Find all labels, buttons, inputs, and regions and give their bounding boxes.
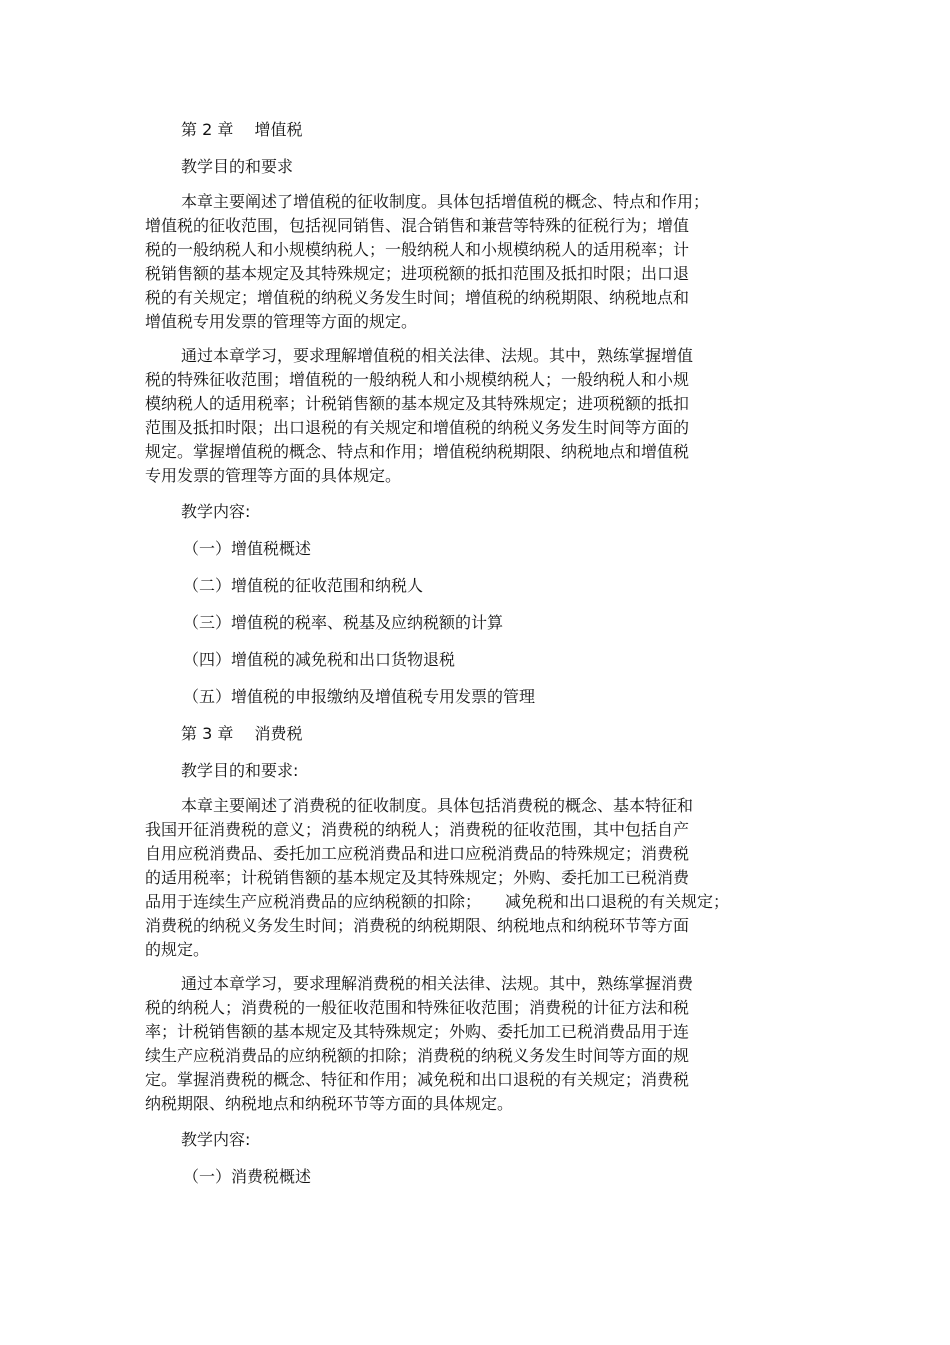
chapter-2-content-item: （二）增值税的征收范围和纳税人 [183,576,424,595]
paragraph-line: 税的一般纳税人和小规模纳税人；一般纳税人和小规模纳税人的适用税率；计 [145,240,690,259]
paragraph-line: 通过本章学习，要求理解消费税的相关法律、法规。其中，熟练掌握消费 [181,974,694,993]
chapter-3-content-label: 教学内容: [181,1130,251,1149]
chapter-2-heading: 第 2 章 增值税 [181,120,303,139]
chapter-2-content-item: （三）增值税的税率、税基及应纳税额的计算 [183,613,504,632]
chapter-3-paragraph-2 [145,972,785,1116]
paragraph-line: 自用应税消费品、委托加工应税消费品和进口应税消费品的特殊规定；消费税 [145,844,690,863]
paragraph-line: 税销售额的基本规定及其特殊规定；进项税额的抵扣范围及抵扣时限；出口退 [145,264,690,283]
paragraph-line: 品用于连续生产应税消费品的应纳税额的扣除； 减免税和出口退税的有关规定； [145,892,730,911]
paragraph-line: 税的特殊征收范围；增值税的一般纳税人和小规模纳税人；一般纳税人和小规 [145,370,690,389]
paragraph-line: 增值税专用发票的管理等方面的规定。 [145,312,418,331]
chapter-3-paragraph-1 [145,794,785,962]
paragraph-line: 税的纳税人；消费税的一般征收范围和特殊征收范围；消费税的计征方法和税 [145,998,690,1017]
document-page [145,116,785,1200]
paragraph-line: 的适用税率；计税销售额的基本规定及其特殊规定；外购、委托加工已税消费 [145,868,690,887]
paragraph-line: 我国开征消费税的意义；消费税的纳税人；消费税的征收范围，其中包括自产 [145,820,690,839]
chapter-2-content-item: （四）增值税的减免税和出口货物退税 [183,650,456,669]
paragraph-line: 消费税的纳税义务发生时间；消费税的纳税期限、纳税地点和纳税环节等方面 [145,916,690,935]
paragraph-line: 专用发票的管理等方面的具体规定。 [145,466,402,485]
paragraph-line: 率；计税销售额的基本规定及其特殊规定；外购、委托加工已税消费品用于连 [145,1022,690,1041]
paragraph-line: 本章主要阐述了增值税的征收制度。具体包括增值税的概念、特点和作用； [181,192,710,211]
paragraph-line: 增值税的征收范围，包括视同销售、混合销售和兼营等特殊的征税行为；增值 [145,216,690,235]
chapter-2-content-item: （五）增值税的申报缴纳及增值税专用发票的管理 [183,687,536,706]
paragraph-line: 的规定。 [145,940,210,959]
chapter-3-content-item: （一）消费税概述 [183,1167,312,1186]
paragraph-line: 通过本章学习，要求理解增值税的相关法律、法规。其中，熟练掌握增值 [181,346,694,365]
paragraph-line: 税的有关规定；增值税的纳税义务发生时间；增值税的纳税期限、纳税地点和 [145,288,690,307]
chapter-2-objectives-label: 教学目的和要求 [181,157,294,176]
chapter-2-content-item: （一）增值税概述 [183,539,312,558]
chapter-2-paragraph-2 [145,344,785,488]
paragraph-line: 模纳税人的适用税率；计税销售额的基本规定及其特殊规定；进项税额的抵扣 [145,394,690,413]
paragraph-line: 本章主要阐述了消费税的征收制度。具体包括消费税的概念、基本特征和 [181,796,694,815]
chapter-3-objectives-label: 教学目的和要求: [181,761,299,780]
paragraph-line: 规定。掌握增值税的概念、特点和作用；增值税纳税期限、纳税地点和增值税 [145,442,690,461]
chapter-2-paragraph-1 [145,190,785,334]
paragraph-line: 定。掌握消费税的概念、特征和作用；减免税和出口退税的有关规定；消费税 [145,1070,690,1089]
paragraph-line: 续生产应税消费品的应纳税额的扣除；消费税的纳税义务发生时间等方面的规 [145,1046,690,1065]
chapter-3-heading: 第 3 章 消费税 [181,724,303,743]
paragraph-line: 范围及抵扣时限；出口退税的有关规定和增值税的纳税义务发生时间等方面的 [145,418,690,437]
chapter-2-content-label: 教学内容: [181,502,251,521]
paragraph-line: 纳税期限、纳税地点和纳税环节等方面的具体规定。 [145,1094,514,1113]
